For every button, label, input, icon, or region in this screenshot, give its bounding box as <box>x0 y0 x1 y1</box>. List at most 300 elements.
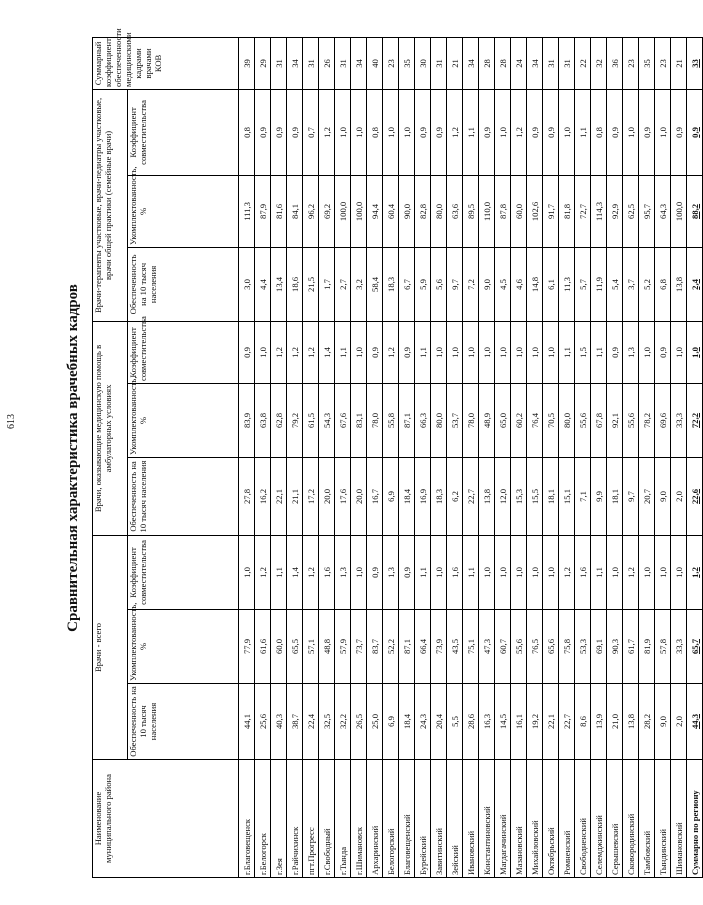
district-name-cell: Магдагачинский <box>495 760 511 878</box>
table-row <box>287 37 303 877</box>
table-cell: 16,7 <box>367 457 383 535</box>
district-name-cell: Суммарно по региону <box>687 760 703 878</box>
table-cell: 102,6 <box>527 175 543 247</box>
header-kov: Суммарный коэффициент обеспеченности медицинскими кадрами врачами КОВ <box>93 37 239 89</box>
table-cell: 1,6 <box>575 535 591 609</box>
district-name-cell: Октябрьский <box>543 760 559 878</box>
table-cell: 15,1 <box>559 457 575 535</box>
table-cell: 1,0 <box>495 89 511 175</box>
table-cell: 100,0 <box>351 175 367 247</box>
table-cell: 9,7 <box>623 457 639 535</box>
table-cell: 35 <box>399 37 415 89</box>
table-cell: 100,0 <box>335 175 351 247</box>
table-row <box>479 37 495 877</box>
table-cell: 22,7 <box>559 684 575 760</box>
table-cell: 26 <box>319 37 335 89</box>
table-cell: 14,8 <box>527 247 543 321</box>
table-cell: 78,2 <box>639 383 655 457</box>
table-row <box>495 37 511 877</box>
table-row <box>623 37 639 877</box>
table-cell: 114,3 <box>591 175 607 247</box>
table-cell: 1,2 <box>271 321 287 383</box>
table-cell: 64,3 <box>655 175 671 247</box>
table-cell: 0,8 <box>591 89 607 175</box>
table-cell: 70,5 <box>543 383 559 457</box>
table-cell: 9,0 <box>655 684 671 760</box>
table-cell: 22 <box>575 37 591 89</box>
table-cell: 22,6 <box>687 457 703 535</box>
table-cell: 1,0 <box>399 89 415 175</box>
table-cell: 1,0 <box>639 535 655 609</box>
table-cell: 1,0 <box>559 89 575 175</box>
table-cell: 0,9 <box>271 89 287 175</box>
table-cell: 87,8 <box>495 175 511 247</box>
table-cell: 6,9 <box>383 457 399 535</box>
table-cell: 0,9 <box>607 89 623 175</box>
table-cell: 110,0 <box>479 175 495 247</box>
table-cell: 1,0 <box>623 89 639 175</box>
table-cell: 15,5 <box>527 457 543 535</box>
table-cell: 44,3 <box>687 684 703 760</box>
table-cell: 1,3 <box>335 535 351 609</box>
table-row <box>655 37 671 877</box>
table-cell: 53,7 <box>447 383 463 457</box>
table-cell: 18,4 <box>399 684 415 760</box>
table-cell: 1,1 <box>271 535 287 609</box>
table-cell: 78,0 <box>463 383 479 457</box>
table-cell: 66,3 <box>415 383 431 457</box>
table-cell: 1,0 <box>351 321 367 383</box>
table-cell: 1,1 <box>335 321 351 383</box>
table-cell: 32 <box>591 37 607 89</box>
table-cell: 44,1 <box>239 684 255 760</box>
table-cell: 63,6 <box>447 175 463 247</box>
table-row <box>319 37 335 877</box>
table-cell: 91,7 <box>543 175 559 247</box>
table-row <box>351 37 367 877</box>
table-cell: 1,2 <box>319 89 335 175</box>
table-cell: 52,2 <box>383 610 399 684</box>
table-cell: 0,9 <box>671 89 687 175</box>
table-cell: 1,0 <box>527 321 543 383</box>
table-cell: 1,0 <box>543 535 559 609</box>
district-name-cell: Завитинский <box>431 760 447 878</box>
table-cell: 26,5 <box>351 684 367 760</box>
table-cell: 13,8 <box>623 684 639 760</box>
table-cell: 1,2 <box>623 535 639 609</box>
table-row <box>239 37 255 877</box>
table-cell: 18,3 <box>431 457 447 535</box>
table-cell: 1,0 <box>655 89 671 175</box>
district-name-cell: г.Тында <box>335 760 351 878</box>
table-cell: 1,1 <box>463 535 479 609</box>
table-cell: 47,3 <box>479 610 495 684</box>
table-cell: 1,0 <box>383 89 399 175</box>
header-sub: Коэффициент совместительства <box>128 535 239 609</box>
table-cell: 0,9 <box>607 321 623 383</box>
table-cell: 29 <box>255 37 271 89</box>
table-row <box>543 37 559 877</box>
table-cell: 1,0 <box>687 321 703 383</box>
table-cell: 14,5 <box>495 684 511 760</box>
district-name-cell: пгт.Прогресс <box>303 760 319 878</box>
table-cell: 25,6 <box>255 684 271 760</box>
district-name-cell: г.Благовещенск <box>239 760 255 878</box>
table-cell: 0,9 <box>255 89 271 175</box>
table-cell: 55,6 <box>511 610 527 684</box>
table-row <box>415 37 431 877</box>
table-cell: 60,4 <box>383 175 399 247</box>
table-cell: 2,0 <box>671 684 687 760</box>
table-cell: 28,6 <box>463 684 479 760</box>
rotated-page-content <box>62 28 700 878</box>
table-row <box>591 37 607 877</box>
table-cell: 43,5 <box>447 610 463 684</box>
table-cell: 1,2 <box>287 321 303 383</box>
table-cell: 57,9 <box>335 610 351 684</box>
table-cell: 5,4 <box>607 247 623 321</box>
table-cell: 57,1 <box>303 610 319 684</box>
table-cell: 6,8 <box>655 247 671 321</box>
table-cell: 63,8 <box>255 383 271 457</box>
table-cell: 1,2 <box>303 535 319 609</box>
table-cell: 13,4 <box>271 247 287 321</box>
district-name-cell: Ивановский <box>463 760 479 878</box>
table-cell: 13,9 <box>591 684 607 760</box>
table-cell: 5,7 <box>575 247 591 321</box>
table-cell: 69,6 <box>655 383 671 457</box>
table-cell: 0,7 <box>303 89 319 175</box>
table-row <box>527 37 543 877</box>
header-group-all-doctors: Врачи - всего <box>93 535 128 759</box>
table-cell: 1,7 <box>319 247 335 321</box>
table-cell: 1,1 <box>415 321 431 383</box>
table-row <box>383 37 399 877</box>
table-cell: 0,9 <box>399 321 415 383</box>
table-cell: 53,3 <box>575 610 591 684</box>
table-cell: 25,0 <box>367 684 383 760</box>
table-cell: 0,9 <box>527 89 543 175</box>
table-cell: 20,4 <box>431 684 447 760</box>
table-cell: 92,9 <box>607 175 623 247</box>
table-cell: 69,2 <box>319 175 335 247</box>
table-cell: 31 <box>303 37 319 89</box>
table-cell: 69,1 <box>591 610 607 684</box>
table-cell: 95,7 <box>639 175 655 247</box>
table-cell: 28 <box>479 37 495 89</box>
table-cell: 22,7 <box>463 457 479 535</box>
header-district: Наименование муниципального района <box>93 760 239 878</box>
table-cell: 18,3 <box>383 247 399 321</box>
table-cell: 87,9 <box>255 175 271 247</box>
table-cell: 28,2 <box>639 684 655 760</box>
table-cell: 1,2 <box>383 321 399 383</box>
table-cell: 40,3 <box>271 684 287 760</box>
table-cell: 65,5 <box>287 610 303 684</box>
table-cell: 19,2 <box>527 684 543 760</box>
table-cell: 67,6 <box>335 383 351 457</box>
table-cell: 21,0 <box>607 684 623 760</box>
table-cell: 89,5 <box>463 175 479 247</box>
table-cell: 36 <box>607 37 623 89</box>
district-name-cell: г.Райчихинск <box>287 760 303 878</box>
table-cell: 62,8 <box>271 383 287 457</box>
table-cell: 35 <box>639 37 655 89</box>
header-sub: Укомплектованность, % <box>128 610 239 684</box>
header-group-district-doctors: Врачи-терапевты участковые, врачи-педиатры участковые, врачи общей практики (семейные врачи) <box>93 89 128 321</box>
table-cell: 48,8 <box>319 610 335 684</box>
table-cell: 1,2 <box>447 89 463 175</box>
table-cell: 90,0 <box>399 175 415 247</box>
table-cell: 1,4 <box>287 535 303 609</box>
table-cell: 5,6 <box>431 247 447 321</box>
table-cell: 33,3 <box>671 383 687 457</box>
table-cell: 1,2 <box>511 89 527 175</box>
table-cell: 1,0 <box>671 535 687 609</box>
table-cell: 3,2 <box>351 247 367 321</box>
table-cell: 21,1 <box>287 457 303 535</box>
table-cell: 61,6 <box>255 610 271 684</box>
table-cell: 7,2 <box>463 247 479 321</box>
header-sub: Обеспеченность на 10 тысяч населения <box>128 247 239 321</box>
table-body <box>239 37 703 877</box>
table-cell: 73,9 <box>431 610 447 684</box>
table-row <box>447 37 463 877</box>
table-cell: 67,8 <box>591 383 607 457</box>
table-cell: 22,1 <box>271 457 287 535</box>
district-name-cell: Мазановский <box>511 760 527 878</box>
district-name-cell: Зейский <box>447 760 463 878</box>
district-name-cell: Свободненский <box>575 760 591 878</box>
table-cell: 24 <box>511 37 527 89</box>
district-name-cell: г.Белогорск <box>255 760 271 878</box>
table-cell: 0,9 <box>415 89 431 175</box>
table-cell: 0,9 <box>287 89 303 175</box>
table-cell: 1,4 <box>319 321 335 383</box>
table-cell: 78,0 <box>367 383 383 457</box>
table-cell: 2,7 <box>335 247 351 321</box>
table-cell: 72,2 <box>687 383 703 457</box>
table-cell: 9,0 <box>479 247 495 321</box>
table-cell: 22,4 <box>303 684 319 760</box>
table-cell: 61,7 <box>623 610 639 684</box>
table-total-row <box>687 37 703 877</box>
table-cell: 1,5 <box>575 321 591 383</box>
table-cell: 1,1 <box>575 89 591 175</box>
table-cell: 79,2 <box>287 383 303 457</box>
table-cell: 12,0 <box>495 457 511 535</box>
table-cell: 16,2 <box>255 457 271 535</box>
table-cell: 65,6 <box>543 610 559 684</box>
table-cell: 0,9 <box>655 321 671 383</box>
table-cell: 83,9 <box>239 383 255 457</box>
table-row <box>431 37 447 877</box>
table-cell: 1,0 <box>495 535 511 609</box>
district-name-cell: Шимановский <box>671 760 687 878</box>
table-cell: 9,9 <box>591 457 607 535</box>
table-cell: 3,7 <box>623 247 639 321</box>
table-cell: 61,5 <box>303 383 319 457</box>
table-cell: 80,0 <box>431 383 447 457</box>
table-cell: 88,2 <box>687 175 703 247</box>
table-row <box>335 37 351 877</box>
table-cell: 1,1 <box>463 89 479 175</box>
table-cell: 4,5 <box>495 247 511 321</box>
table-cell: 60,7 <box>495 610 511 684</box>
table-cell: 60,0 <box>271 610 287 684</box>
table-cell: 21 <box>447 37 463 89</box>
header-group-row <box>93 37 128 877</box>
table-cell: 90,3 <box>607 610 623 684</box>
table-cell: 1,1 <box>559 321 575 383</box>
table-cell: 1,0 <box>351 535 367 609</box>
table-cell: 2,0 <box>671 457 687 535</box>
table-cell: 1,0 <box>511 321 527 383</box>
table-cell: 31 <box>271 37 287 89</box>
table-cell: 1,0 <box>639 321 655 383</box>
table-cell: 20,0 <box>351 457 367 535</box>
table-cell: 1,6 <box>319 535 335 609</box>
table-row <box>671 37 687 877</box>
table-cell: 17,2 <box>303 457 319 535</box>
header-sub: Укомплектованность, % <box>128 383 239 457</box>
table-cell: 21 <box>671 37 687 89</box>
table-cell: 55,8 <box>383 383 399 457</box>
table-cell: 48,9 <box>479 383 495 457</box>
table-cell: 0,9 <box>431 89 447 175</box>
table-cell: 1,1 <box>415 535 431 609</box>
table-cell: 34 <box>287 37 303 89</box>
table-cell: 1,0 <box>479 321 495 383</box>
table-cell: 1,2 <box>687 535 703 609</box>
table-row <box>255 37 271 877</box>
table-row <box>271 37 287 877</box>
table-cell: 23 <box>383 37 399 89</box>
table-cell: 1,1 <box>591 321 607 383</box>
table-cell: 60,0 <box>511 175 527 247</box>
table-cell: 3,0 <box>239 247 255 321</box>
table-cell: 80,0 <box>559 383 575 457</box>
table-cell: 33 <box>687 37 703 89</box>
table-cell: 96,2 <box>303 175 319 247</box>
table-cell: 7,1 <box>575 457 591 535</box>
table-cell: 9,0 <box>655 457 671 535</box>
table-cell: 23 <box>623 37 639 89</box>
table-cell: 83,1 <box>351 383 367 457</box>
table-cell: 0,9 <box>543 89 559 175</box>
district-name-cell: Тындинский <box>655 760 671 878</box>
district-name-cell: г.Зея <box>271 760 287 878</box>
table-cell: 1,2 <box>559 535 575 609</box>
table-cell: 76,4 <box>527 383 543 457</box>
table-cell: 5,2 <box>639 247 655 321</box>
table-cell: 34 <box>527 37 543 89</box>
table-cell: 0,9 <box>639 89 655 175</box>
table-cell: 31 <box>335 37 351 89</box>
district-name-cell: Серышевский <box>607 760 623 878</box>
table-cell: 32,5 <box>319 684 335 760</box>
table-cell: 11,3 <box>559 247 575 321</box>
table-cell: 1,2 <box>255 535 271 609</box>
district-name-cell: Белогорский <box>383 760 399 878</box>
table-cell: 20,7 <box>639 457 655 535</box>
table-cell: 55,6 <box>575 383 591 457</box>
table-cell: 18,1 <box>607 457 623 535</box>
table-row <box>399 37 415 877</box>
table-cell: 0,9 <box>239 321 255 383</box>
table-cell: 31 <box>543 37 559 89</box>
table-cell: 6,2 <box>447 457 463 535</box>
table-cell: 31 <box>431 37 447 89</box>
table-cell: 18,4 <box>399 457 415 535</box>
table-cell: 13,8 <box>479 457 495 535</box>
table-cell: 1,2 <box>303 321 319 383</box>
table-cell: 34 <box>463 37 479 89</box>
table-cell: 32,2 <box>335 684 351 760</box>
page-title: Сравнительная характеристика врачебных кадров <box>65 284 81 632</box>
table-cell: 31 <box>559 37 575 89</box>
header-sub: Коэффициент совместительства <box>128 321 239 383</box>
table-cell: 1,0 <box>495 321 511 383</box>
table-cell: 0,9 <box>367 535 383 609</box>
table-cell: 1,0 <box>655 535 671 609</box>
table-cell: 1,0 <box>239 535 255 609</box>
district-name-cell: Сковородинский <box>623 760 639 878</box>
table-row <box>607 37 623 877</box>
table-cell: 16,9 <box>415 457 431 535</box>
table-cell: 1,3 <box>623 321 639 383</box>
table-row <box>303 37 319 877</box>
district-name-cell: Бурейский <box>415 760 431 878</box>
table-cell: 15,3 <box>511 457 527 535</box>
district-name-cell: Константиновский <box>479 760 495 878</box>
table-cell: 28 <box>495 37 511 89</box>
table-cell: 0,9 <box>367 321 383 383</box>
table-cell: 16,3 <box>479 684 495 760</box>
table-cell: 1,0 <box>351 89 367 175</box>
district-name-cell: г.Шимановск <box>351 760 367 878</box>
header-sub-row <box>128 37 239 877</box>
table-cell: 1,0 <box>463 321 479 383</box>
table-cell: 38,7 <box>287 684 303 760</box>
table-cell: 81,9 <box>639 610 655 684</box>
table-cell: 75,1 <box>463 610 479 684</box>
table-cell: 76,5 <box>527 610 543 684</box>
table-cell: 34 <box>351 37 367 89</box>
table-cell: 65,7 <box>687 610 703 684</box>
table-cell: 60,2 <box>511 383 527 457</box>
table-cell: 1,0 <box>671 321 687 383</box>
table-row <box>367 37 383 877</box>
table-cell: 82,8 <box>415 175 431 247</box>
table-cell: 87,1 <box>399 610 415 684</box>
table-cell: 6,1 <box>543 247 559 321</box>
header-sub: Укомплектованность, % <box>128 175 239 247</box>
table-cell: 1,6 <box>447 535 463 609</box>
table-cell: 57,8 <box>655 610 671 684</box>
table-row <box>559 37 575 877</box>
header-sub: Обеспеченность на 10 тысяч населения <box>128 457 239 535</box>
table-cell: 24,3 <box>415 684 431 760</box>
table-cell: 77,9 <box>239 610 255 684</box>
table-row <box>575 37 591 877</box>
table-cell: 1,0 <box>431 321 447 383</box>
table-cell: 100,0 <box>671 175 687 247</box>
table-cell: 84,1 <box>287 175 303 247</box>
table-cell: 1,0 <box>447 321 463 383</box>
table-cell: 1,0 <box>255 321 271 383</box>
table-cell: 22,1 <box>543 684 559 760</box>
